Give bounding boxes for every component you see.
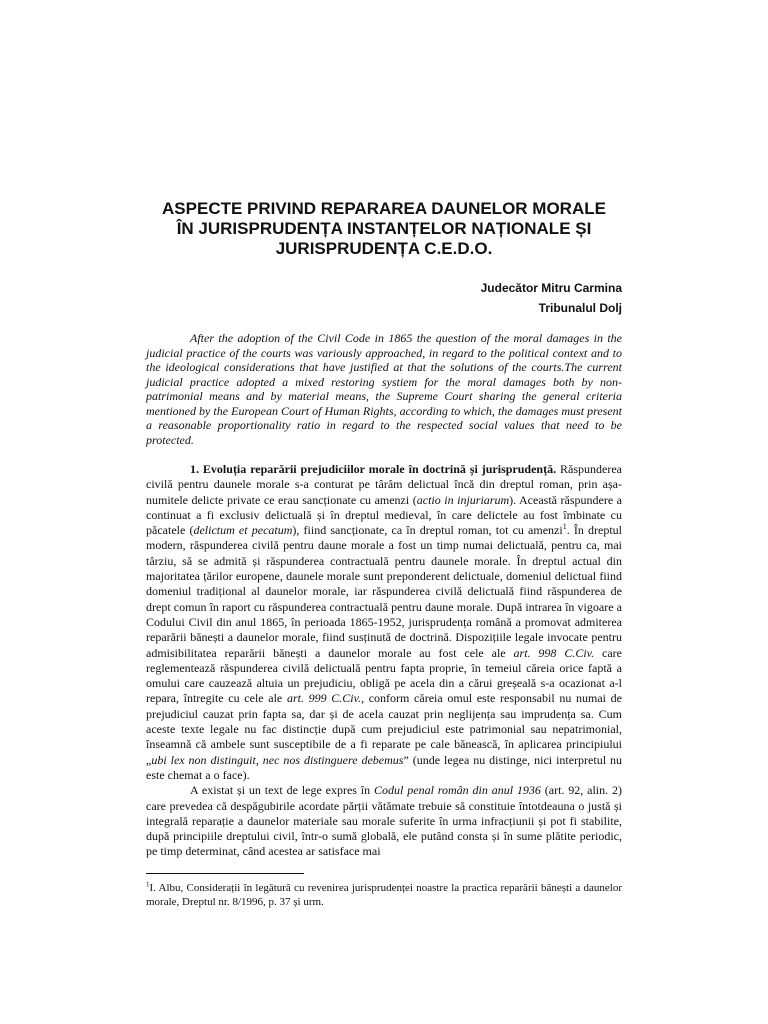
title-line-1: ASPECTE PRIVIND REPARAREA DAUNELOR MORALE xyxy=(162,199,606,218)
latin-term: delictum et pecatum xyxy=(193,523,293,538)
text-run: ), fiind sancționate, ca în dreptul roman, tot cu amenzi xyxy=(292,523,563,538)
latin-term: actio in injuriarum xyxy=(416,492,510,507)
author-affiliation: Tribunalul Dolj xyxy=(538,301,622,315)
article-body xyxy=(146,462,622,860)
paragraph-2 xyxy=(146,783,622,859)
footnote-mark: 1 xyxy=(146,880,150,889)
law-article-ref: art. 998 C.Civ. xyxy=(513,645,595,660)
text-run: (art. 92, alin. 2) care prevedea că despăgubirile acordate părții vătămate trebuie să constituie întotdeauna o justă și integrală reparație a daunelor materiale sau morale suferite în urma infracțiunii și pot fi stabilite, după principiile dreptului civil, într-o sumă globală, ele putând consta și în sume plătite periodic, pe timp determinat, când acestea ar satisface mai xyxy=(146,783,622,859)
footnote-text: I. Albu, Considerații în legătură cu revenirea jurisprudenței noastre la practica reparării bănești a daunelor morale, Dreptul nr. 8/1996, p. 37 și urm. xyxy=(146,882,622,908)
title-line-3: JURISPRUDENȚA C.E.D.O. xyxy=(275,239,493,258)
law-code-ref: Codul penal român din anul 1936 xyxy=(374,783,541,798)
article-title xyxy=(120,199,648,259)
text-run: ” (unde legea nu distinge, nici interpretul nu este chemat a o face). xyxy=(146,752,622,782)
section-heading: 1. Evoluția reparării prejudiciilor morale în doctrină și jurisprudență. xyxy=(190,462,557,476)
text-run: Răspunderea civilă pentru daunele morale s-a conturat pe târâm delictual încă din dreptul roman, prin așa-numitele delicte private ce erau sancționate cu amenzi ( xyxy=(146,462,622,507)
footnote-separator xyxy=(146,873,304,874)
text-run: care reglementează răspunderea civilă delictuală pentru fapta proprie, în temeiul căreia orice faptă a omului care cauzează altuia un prejudiciu, obligă pe acela din a cărui greșeală s-a ocazionat a-l repara, întregite cu cele ale xyxy=(146,645,622,706)
author-block xyxy=(481,278,622,318)
text-run: . În dreptul modern, răspunderea civilă pentru daune morale a fost un timp numai delictuală, pentru ca, mai târziu, să se admită și răspunderea contractuală pentru daunele morale. În dreptul actual din majoritatea țărilor europene, daunele morale sunt preponderent delictuale, domeniul delictual fiind domeniul tradițional al daunelor morale, iar răspunderea civilă delictuală fiind răspunderea de drept comun în raport cu răspunderea contractuală pentru daune morale. După intrarea în vigoare a Codului Civil din anul 1865, în perioada 1865-1952, jurisprudența română a promovat admiterea reparării bănești a daunelor morale, fiind susținută de doctrină. Dispozițiile legale invocate pentru admisibilitatea reparării bănești a daunelor morale au fost cele ale xyxy=(146,523,622,660)
author-name: Judecător Mitru Carmina xyxy=(480,281,622,295)
text-run: ). Această răspundere a continuat a fi exclusiv delictuală și în dreptul medieval, în care delictele au fost îmbinate cu păcatele ( xyxy=(146,492,622,538)
abstract: After the adoption of the Civil Code in 1865 the question of the moral damages in the judicial practice of the courts was variously approached, in regard to the political context and to the ideological considerations that have justified at that the solutions of the courts.The current judicial practice adopted a mixed restoring systiem for the moral damages both by non-patrimonial means and by material means, the Supreme Court sharing the general criteria mentioned by the European Court of Human Rights, according to which, the damages must present a reasonable proportionality ratio in regard to the respected social values that need to be protected. xyxy=(146,331,622,447)
text-run: A existat și un text de lege expres în xyxy=(190,783,375,798)
footnote-reference[interactable]: 1 xyxy=(562,522,567,532)
paragraph-1 xyxy=(146,462,622,783)
law-article-ref: art. 999 C.Civ. xyxy=(286,691,362,706)
footnote-1 xyxy=(146,881,622,909)
title-line-2: ÎN JURISPRUDENȚA INSTANȚELOR NAȚIONALE ȘI xyxy=(176,219,592,238)
latin-maxim: ubi lex non distinguit, nec nos distinguere debemus xyxy=(151,752,404,767)
text-run: , conform căreia omul este responsabil nu numai de prejudiciul cauzat prin fapta sa, dar și de acela cauzat prin neglijența sau imprudența sa. Cum aceste texte legale nu fac distincție după cum prejudiciul este patrimonial sau nepatrimonial, înseamnă că ambele sunt susceptibile de a fi reparate pe cale bănească, în aplicarea principiului „ xyxy=(146,691,623,767)
